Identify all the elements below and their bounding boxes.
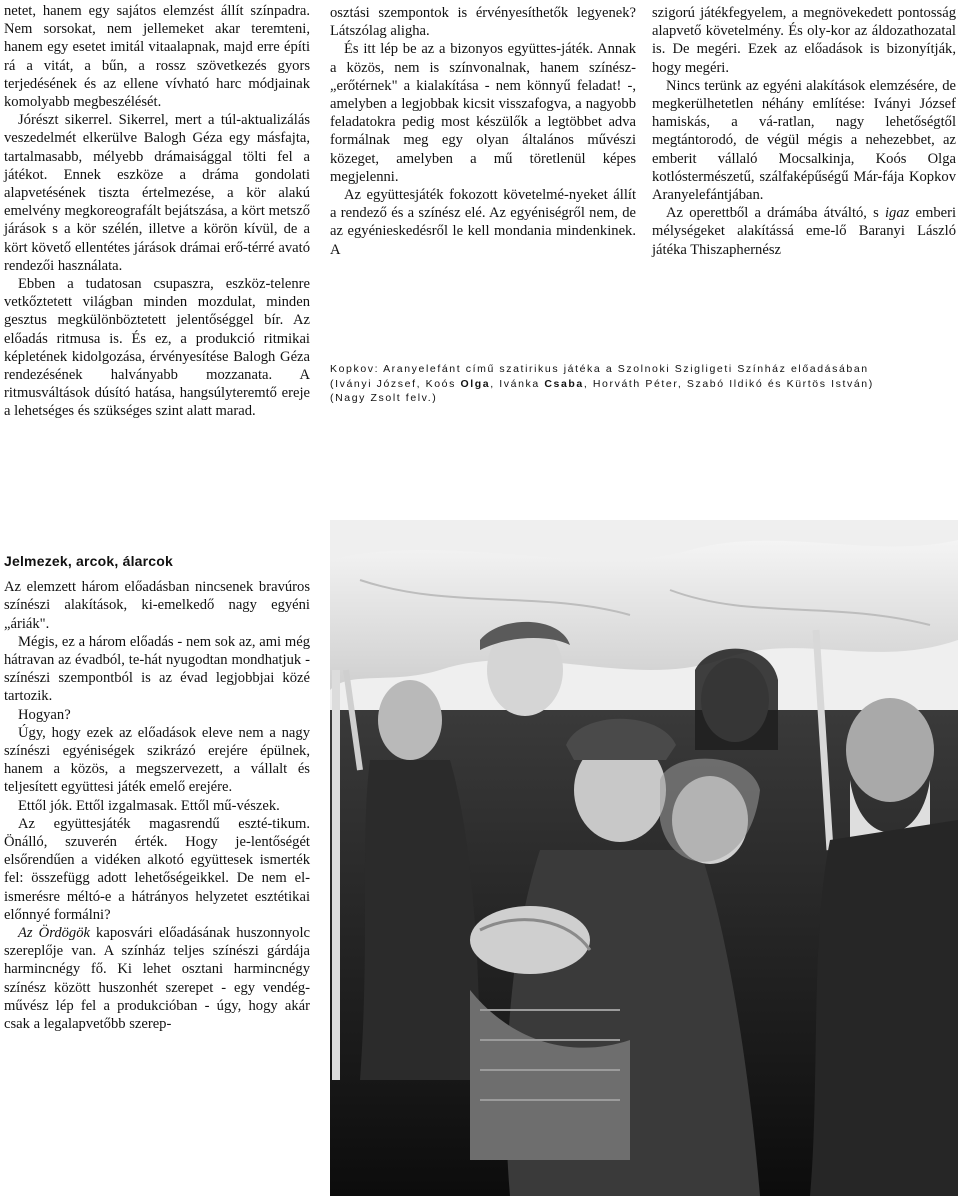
paragraph bbox=[4, 924, 310, 1033]
section-heading: Jelmezek, arcok, álarcok bbox=[4, 553, 174, 569]
paragraph: Hogyan? bbox=[18, 706, 71, 723]
paragraph-text: kaposvári előadásának huszonnyolc szereplője van. A színház teljes színészi gárdája harmincnégy fő. Ki lehet osztani harmincnégy színész között huszonhét szerepet - egy vendég-művész lép fel a produkcióban - úgy, hogy akár csak a legalapvetőbb szerep- bbox=[4, 925, 310, 1033]
article-column-1-section bbox=[4, 552, 310, 1033]
paragraph: Az együttesjáték fokozott követelmé-nyeket állít a rendező és a színész elé. Az egyéniségről nem, de az egyénieskedésről le kell mondania mindenkinek. A bbox=[330, 187, 636, 258]
emphasis: igaz bbox=[884, 205, 910, 222]
paragraph-text: emberi mélységeket alakítássá eme-lő Baranyi László játéka Thiszaphernész bbox=[652, 205, 957, 258]
paragraph: Jórészt sikerrel. Sikerrel, mert a túl-aktualizálás veszedelmét elkerülve Balogh Géza egy másfajta, tartalmasabb, mélyebb drámaisággal tölti fel a játékot. Ennek eszköze a dráma gondolati alapvetésének tiszta értelmezése, a kör alakú emelvény megkoreografált bejátszása, a kört metsző járások s a kör szélén, illetve a körön kívül, de a kört követő ellentétes járások drámai erő-térré avató rendezői használata. bbox=[4, 112, 310, 274]
paragraph: Az együttesjáték magasrendű eszté-tikum. Önálló, szuverén érték. Hogy je-lentőségét elsőrendűen a vidéken alkotó együttesek ismerték fel: összefügg adott lehetőségeikkel. De nem el-ismerésre méltó-e a hátrányos helyzetet esztétikai előnnyé formálni? bbox=[4, 815, 310, 923]
paragraph: Ebben a tudatosan csupaszra, eszköz-telenre vetkőztetett világban minden mozdulat, minden gesztus megkülönböztetett jelentőséggel bír. Az előadás ritmusa is. És ez, a produkció ritmikai képletének kidolgozása, érvényesítése Balogh Géza rendezésének halványabb mozzanata. A ritmusváltások dúsító hatása, hangsúlyteremtő ereje a lehetséges és szükséges szint alatt marad. bbox=[4, 276, 310, 420]
play-title: Az Ördögök bbox=[18, 925, 90, 942]
caption-line: (Iványi József, Koós Olga, Ivánka Csaba, Horváth Péter, Szabó Ildikó és Kürtös István) bbox=[330, 377, 874, 390]
photo-caption bbox=[330, 362, 956, 406]
article-column-2 bbox=[330, 4, 636, 259]
paragraph: Nincs terünk az egyéni alakítások elemzésére, de megkerülhetetlen néhány említése: Iványi József hamiskás, a vá-ratlan, nagy lehetőségtől megtántorodó, de végül mégis a nehezebbet, az emberit vállaló Mocsalkinja, Koós Olga kotlóstermészetű, szálfaképűségű Már-fája Kopkov Aranyelefántjában. bbox=[652, 77, 956, 204]
paragraph: Úgy, hogy ezek az előadások eleve nem a nagy színészi egyéniségek szikrázó erejére épülnek, hanem a közös, a megszervezett, a vállalt és teljesített együttesi játék emelő erejére. bbox=[4, 724, 310, 796]
paragraph: Mégis, ez a három előadás - nem sok az, ami még hátravan az évadból, te-hát nyugodtan mondhatjuk - színészi szempontból is az évad legjobbjai közé tartozik. bbox=[4, 633, 310, 705]
paragraph-text: Az operettből a drámába átváltó, s bbox=[666, 205, 885, 222]
paragraph: szigorú játékfegyelem, a megnövekedett pontosság alapvető követelmény. És oly-kor az áldozathozatal is. De megéri. Ezek az előadások is bizonyítják, hogy megéri. bbox=[652, 5, 956, 76]
paragraph bbox=[652, 204, 956, 259]
stage-photograph bbox=[330, 520, 958, 1196]
paragraph: Az elemzett három előadásban nincsenek bravúros színészi alakítások, ki-emelkedő nagy egyéni „áriák". bbox=[4, 579, 310, 632]
paragraph: netet, hanem egy sajátos elemzést állít színpadra. Nem sorsokat, nem jellemeket akar teremteni, hanem egy esetet imitál vitaalapnak, majd erre építi rá a vitát, a bűn, a rossz szövetkezés gyors terjedésének és az ellene vívható harc módjainak komolyabb megbeszélését. bbox=[4, 3, 310, 111]
photo-illustration bbox=[330, 520, 958, 1196]
caption-credit: (Nagy Zsolt felv.) bbox=[330, 392, 438, 405]
article-column-3 bbox=[652, 4, 956, 259]
paragraph: És itt lép be az a bizonyos együttes-játék. Annak a közös, nem is színvonalnak, hanem színész-„erőtérnek" a kialakítása - nem könnyű feladat! -, amelyben a legjobbak kicsit visszafogva, a nagyobb feladatokra pedig most készülők a legtöbbet adva formálnak meg egy olyan általános művészi közeget, amelyben a mű töretlenül képes megjelenni. bbox=[330, 41, 636, 185]
article-column-1 bbox=[4, 2, 310, 421]
paragraph: osztási szempontok is érvényesíthetők legyenek? Látszólag aligha. bbox=[330, 5, 636, 40]
caption-line: Kopkov: Aranyelefánt című szatirikus játéka a Szolnoki Szigligeti Színház előadásában bbox=[330, 363, 869, 375]
paragraph: Ettől jók. Ettől izgalmasak. Ettől mű-vészek. bbox=[18, 797, 280, 814]
